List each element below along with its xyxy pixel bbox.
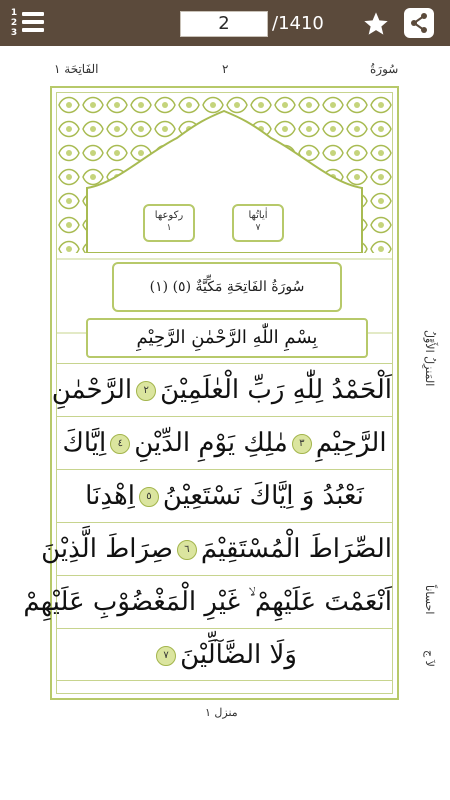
margin-note-la: لاَ ج bbox=[423, 650, 436, 667]
header-page-number: ٢ bbox=[222, 62, 229, 76]
ayah-marker: ٥ bbox=[139, 487, 159, 507]
verse-line-2[interactable]: الرَّحِيْمِ٣مٰلِكِ يَوْمِ الدِّيْنِ٤اِيَّاكَ bbox=[57, 416, 392, 469]
manzil-label: المَنزِلُ الأَوَّلُ bbox=[423, 330, 436, 387]
verse-line-1[interactable]: اَلْحَمْدُ لِلّٰهِ رَبِّ الْعٰلَمِيْنَ٢الرَّحْمٰنِ bbox=[57, 363, 392, 416]
page-total-label: /1410 bbox=[272, 13, 324, 34]
page-number-input[interactable]: 2 bbox=[180, 11, 268, 37]
header-label: سُورَةُ bbox=[370, 62, 399, 76]
margin-note-ihsan: احساناً bbox=[423, 585, 436, 615]
top-toolbar bbox=[0, 0, 450, 46]
footer-manzil: منزل ١ bbox=[205, 706, 238, 719]
header-surah-name: الفَاتِحَة ١ bbox=[54, 62, 99, 76]
menu-icon[interactable] bbox=[8, 6, 48, 40]
ruku-count-box: رکوعها ١ bbox=[143, 204, 195, 242]
verse-line-3[interactable]: نَعْبُدُ وَ اِيَّاكَ نَسْتَعِيْنُ٥اِهْدِنَا bbox=[57, 469, 392, 522]
ayah-marker: ٣ bbox=[292, 434, 312, 454]
verse-line-4[interactable]: الصِّرَاطَ الْمُسْتَقِيْمَ٦صِرَاطَ الَّذِيْنَ bbox=[57, 522, 392, 575]
menu-numbers: 1 2 3 bbox=[10, 8, 18, 38]
bismillah: بِسْمِ اللّٰهِ الرَّحْمٰنِ الرَّحِيْمِ bbox=[86, 318, 368, 358]
verse-line-5[interactable]: اَنْعَمْتَ عَلَيْهِمْ ۙ غَيْرِ الْمَغْضُوْبِ عَلَيْهِمْ bbox=[57, 575, 392, 628]
ayah-marker: ٢ bbox=[136, 381, 156, 401]
ayah-marker: ٦ bbox=[177, 540, 197, 560]
star-icon[interactable] bbox=[362, 10, 390, 38]
verse-line-6[interactable]: وَلَا الضَّآلِّيْنَ٧ bbox=[57, 628, 392, 681]
share-icon[interactable] bbox=[404, 8, 434, 38]
ayah-marker: ٤ bbox=[110, 434, 130, 454]
surah-title: (١) سُورَةُ الفَاتِحَةِ مَكِّيَّةٌ (٥) bbox=[112, 262, 342, 312]
quran-page-frame bbox=[23, 86, 399, 700]
ayat-count-box: اٰیاتُها ٧ bbox=[232, 204, 284, 242]
ayah-marker: ٧ bbox=[156, 646, 176, 666]
